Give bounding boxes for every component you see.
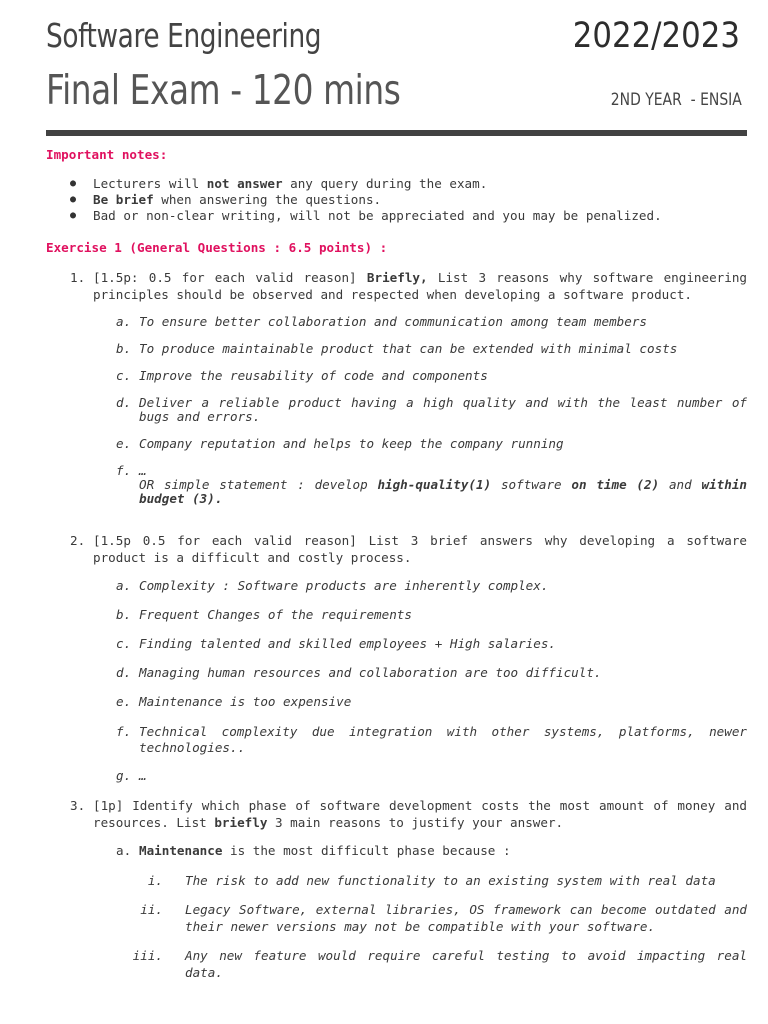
question-3-reasons xyxy=(46,872,747,981)
header-left xyxy=(46,14,489,116)
question-3-answer-a: a. Maintenance is the most difficult phase because : xyxy=(116,843,511,858)
answer-item: e. Maintenance is too expensive xyxy=(116,694,352,709)
answer-item: e. Company reputation and helps to keep the company running xyxy=(116,436,564,451)
exam-title: Final Exam - 120 mins xyxy=(46,66,401,114)
answer-item: c. Finding talented and skilled employees + High salaries. xyxy=(116,636,557,651)
question-1: 1. [1.5p: 0.5 for each valid reason] Briefly, List 3 reasons why software engineering principles should be observed and respected when developing a software product. xyxy=(70,270,747,302)
question-3: 3. [1p] Identify which phase of software development costs the most amount of money and resources. List briefly 3 main reasons to justify your answer. xyxy=(70,798,747,830)
question-2: 2. [1.5p 0.5 for each valid reason] List 3 brief answers why developing a software product is a difficult and costly process. xyxy=(70,533,747,565)
question-2-answers xyxy=(46,579,747,783)
answer-item: f. Technical complexity due integration with other systems, platforms, newer technologies.. xyxy=(116,724,747,755)
header-divider xyxy=(46,130,747,136)
reason-item: ii. Legacy Software, external libraries, OS framework can become outdated and their newer versions may not be compatible with your software. xyxy=(140,902,747,934)
answer-item: a. To ensure better collaboration and communication among team members xyxy=(116,314,647,329)
answer-item: b. To produce maintainable product that can be extended with minimal costs xyxy=(116,341,678,356)
note-item: ● Be brief when answering the questions. xyxy=(46,192,747,208)
answer-item: f. … OR simple statement : develop high-quality(1) software on time (2) and within budget (3). xyxy=(116,463,747,506)
course-title: Software Engineering xyxy=(46,16,322,55)
class-level: 2ND YEAR - ENSIA xyxy=(610,90,742,110)
question-1-answers xyxy=(46,315,747,506)
notes-list xyxy=(46,176,747,224)
exercise-1-title: Exercise 1 (General Questions : 6.5 points) : xyxy=(46,240,388,255)
note-item: ● Bad or non-clear writing, will not be appreciated and you may be penalized. xyxy=(46,208,747,224)
exam-content xyxy=(46,146,747,981)
answer-item: d. Deliver a reliable product having a high quality and with the least number of bugs and errors. xyxy=(116,395,747,424)
answer-item: a. Complexity : Software products are inherently complex. xyxy=(116,578,549,593)
academic-year: 2022/2023 xyxy=(572,16,740,56)
answer-item: d. Managing human resources and collaboration are too difficult. xyxy=(116,665,602,680)
reason-item: i. The risk to add new functionality to an existing system with real data xyxy=(147,873,716,888)
answer-item: c. Improve the reusability of code and components xyxy=(116,368,488,383)
reason-item: iii. Any new feature would require careful testing to avoid impacting real data. xyxy=(132,948,747,980)
answer-item: b. Frequent Changes of the requirements xyxy=(116,607,412,622)
notes-title: Important notes: xyxy=(46,147,168,162)
answer-item: g. … xyxy=(116,768,147,783)
note-item: ● Lecturers will not answer any query during the exam. xyxy=(46,176,747,192)
